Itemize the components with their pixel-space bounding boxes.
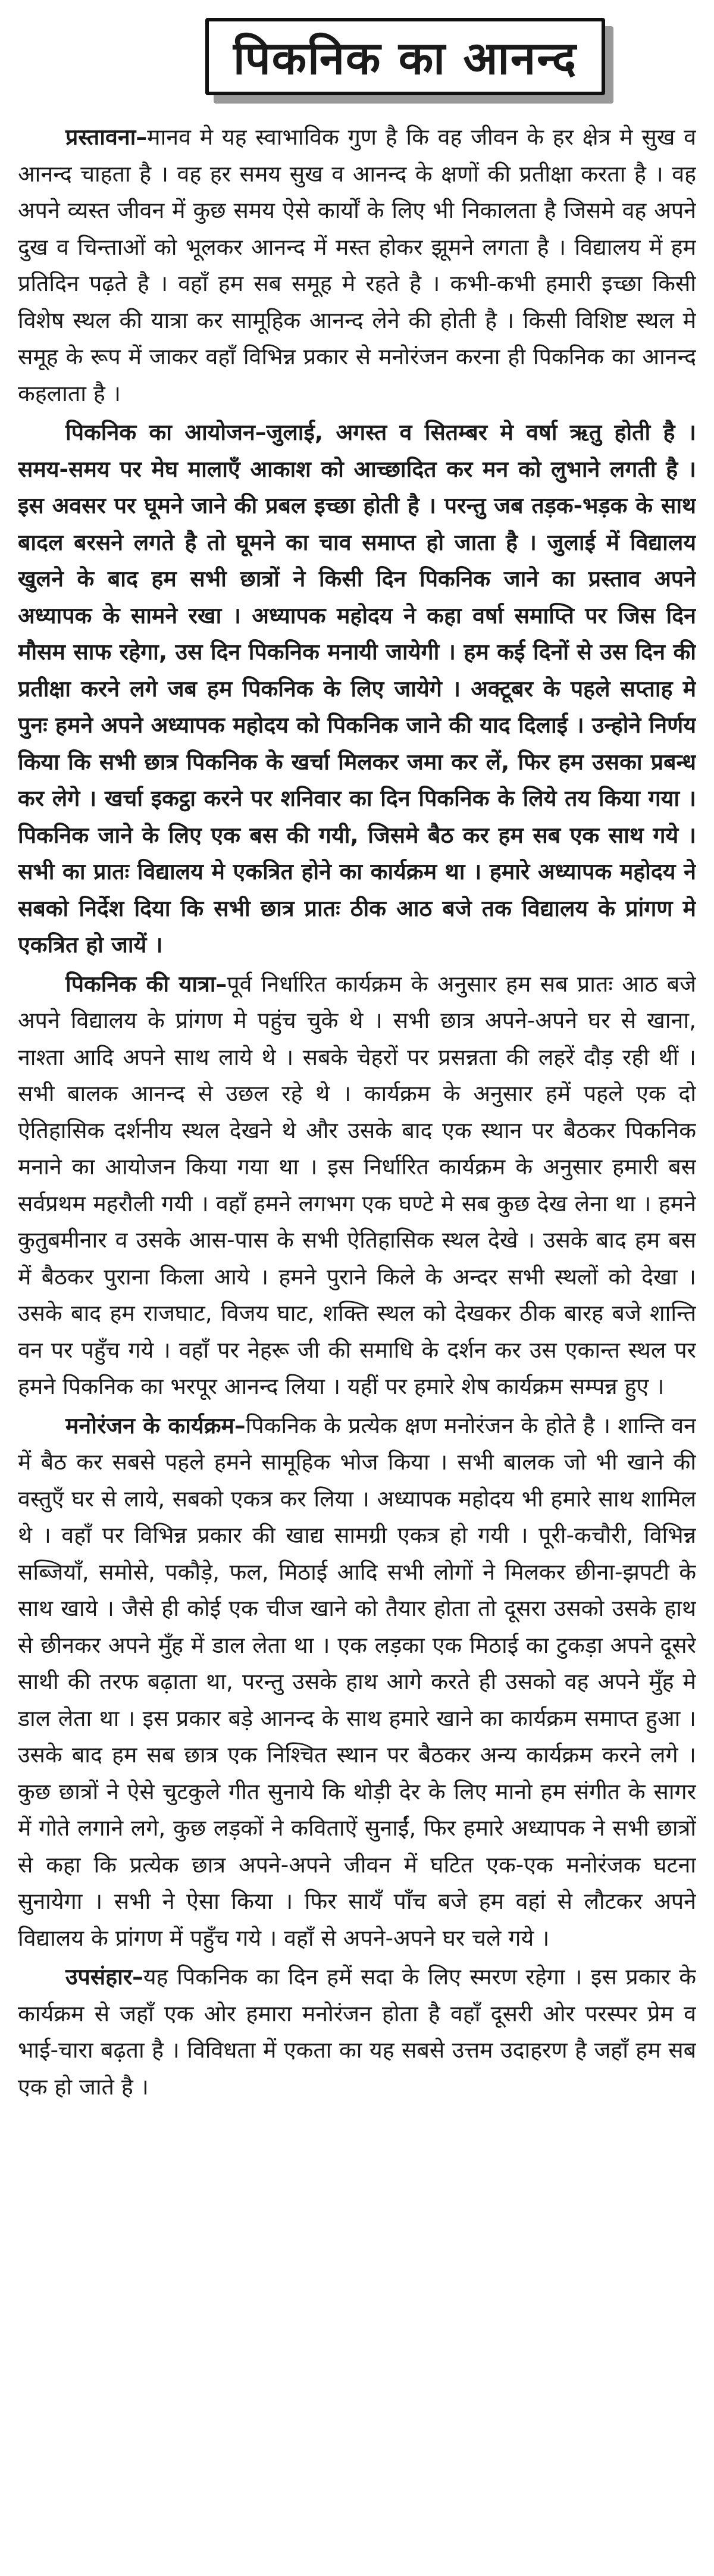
section-heading: पिकनिक का आयोजन– <box>65 419 267 445</box>
paragraph-entertainment <box>18 1408 696 1957</box>
paragraph-introduction <box>18 119 696 412</box>
paragraph-organization <box>18 414 696 964</box>
section-heading: उपसंहार– <box>65 1964 143 1990</box>
title-area <box>0 0 714 113</box>
section-heading: मनोरंजन के कार्यक्रम– <box>65 1412 246 1439</box>
paragraph-text: जुलाई, अगस्त व सितम्बर मे वर्षा ऋतु होती है । समय-समय पर मेघ मालाएँ आकाश को आच्छादित कर मन को लुभाने लगती है । इस अवसर पर घूमने जाने की प्रबल इच्छा होती है । परन्तु जब तड़क-भड़क के साथ बादल बरसने लगते है तो घूमने का चाव समाप्त हो जाता है । जुलाई में विद्यालय खुलने के बाद हम सभी छात्रों ने किसी दिन पिकनिक जाने का प्रस्ताव अपने अध्यापक के सामने रखा । अध्यापक महोदय ने कहा वर्षा समाप्ति पर जिस दिन मौसम साफ रहेगा, उस दिन पिकनिक मनायी जायेगी । हम कई दिनों से उस दिन की प्रतीक्षा करने लगे जब हम पिकनिक के लिए जायेगे । अक्टूबर के पहले सप्ताह मे पुनः हमने अपने अध्यापक महोदय को पिकनिक जाने की याद दिलाई । उन्होने निर्णय किया कि सभी छात्र पिकनिक के खर्चा मिलकर जमा कर लें, फिर हम उसका प्रबन्ध कर लेगे । खर्चा इकट्ठा करने पर शनिवार का दिन पिकनिक के लिये तय किया गया । पिकनिक जाने के लिए एक बस की गयी, जिसमे बैठ कर हम सब एक साथ गये । सभी का प्रातः विद्यालय मे एकत्रित होने का कार्यक्रम था । हमारे अध्यापक महोदय ने सबको निर्देश दिया कि सभी छात्र प्रातः ठीक आठ बजे तक विद्यालय के प्रांगण मे एकत्रित हो जायें । <box>18 419 696 958</box>
paragraph-text: मानव मे यह स्वाभाविक गुण है कि वह जीवन के हर क्षेत्र मे सुख व आनन्द चाहता है । वह हर समय सुख व आनन्द के क्षणों की प्रतीक्षा करता है । वह अपने व्यस्त जीवन में कुछ समय ऐसे कार्यों के लिए भी निकालता है जिसमे वह अपने दुख व चिन्ताओं को भूलकर आनन्द में मस्त होकर झूमने लगता है । विद्यालय में हम प्रतिदिन पढ़ते है । वहाँ हम सब समूह मे रहते है । कभी-कभी हमारी इच्छा किसी विशेष स्थल की यात्रा कर सामूहिक आनन्द लेने की होती है । किसी विशिष्ट स्थल मे समूह के रूप में जाकर वहाँ विभिन्न प्रकार से मनोरंजन करना ही पिकनिक का आनन्द कहलाता है । <box>18 124 696 407</box>
page-title: पिकनिक का आनन्द <box>205 18 605 95</box>
essay-body <box>18 119 696 2559</box>
paragraph-journey <box>18 966 696 1405</box>
paragraph-text: पिकनिक के प्रत्येक क्षण मनोरंजन के होते है । शान्ति वन में बैठ कर सबसे पहले हमने सामूहिक भोज किया । सभी बालक जो भी खाने की वस्तुएँ घर से लाये, सबको एकत्र कर लिया । अध्यापक महोदय भी हमारे साथ शामिल थे । वहाँ पर विभिन्न प्रकार की खाद्य सामग्री एकत्र हो गयी । पूरी-कचौरी, विभिन्न सब्जियाँ, समोसे, पकौड़े, फल, मिठाई आदि सभी लोगों ने मिलकर छीना-झपटी के साथ खाये । जैसे ही कोई एक चीज खाने को तैयार होता तो दूसरा उसको उसके हाथ से छीनकर अपने मुँह में डाल लेता था । एक लड़का एक मिठाई का टुकड़ा अपने दूसरे साथी की तरफ बढ़ाता था, परन्तु उसके हाथ आगे करते ही उसको वह अपने मुँह मे डाल लेता था । इस प्रकार बड़े आनन्द के साथ हमारे खाने का कार्यक्रम समाप्त हुआ । उसके बाद हम सब छात्र एक निश्चित स्थान पर बैठकर अन्य कार्यक्रम करने लगे । कुछ छात्रों ने ऐसे चुटकुले गीत सुनाये कि थोड़ी देर के लिए मानो हम संगीत के सागर में गोते लगाने लगे, कुछ लड़कों ने कविताऐं सुनाईं, फिर हमारे अध्यापक ने सभी छात्रों से कहा कि प्रत्येक छात्र अपने-अपने जीवन में घटित एक-एक मनोरंजक घटना सुनायेगा । सभी ने ऐसा किया । फिर सायँ पाँच बजे हम वहां से लौटकर अपने विद्यालय के प्रांगण में पहुँच गये । वहाँ से अपने-अपने घर चले गये । <box>18 1412 696 1951</box>
section-heading: पिकनिक की यात्रा– <box>65 970 227 997</box>
paragraph-conclusion <box>18 1959 696 2105</box>
paragraph-text: यह पिकनिक का दिन हमें सदा के लिए स्मरण रहेगा । इस प्रकार के कार्यक्रम से जहाँ एक ओर हमारा मनोरंजन होता है वहाँ दूसरी ओर परस्पर प्रेम व भाई-चारा बढ़ता है । विविधता में एकता का यह सबसे उत्तम उदाहरण है जहाँ हम सब एक हो जाते है । <box>18 1964 696 2100</box>
paragraph-text: पूर्व निर्धारित कार्यक्रम के अनुसार हम सब प्रातः आठ बजे अपने विद्यालय के प्रांगण मे पहुंच चुके थे । सभी छात्र अपने-अपने घर से खाना, नाश्ता आदि अपने साथ लाये थे । सबके चेहरों पर प्रसन्नता की लहरें दौड़ रही थीं । सभी बालक आनन्द से उछल रहे थे । कार्यक्रम के अनुसार हमें पहले एक दो ऐतिहासिक दर्शनीय स्थल देखने थे और उसके बाद एक स्थान पर बैठकर पिकनिक मनाने का आयोजन किया गया था । इस निर्धारित कार्यक्रम के अनुसार हमारी बस सर्वप्रथम महरौली गयी । वहाँ हमने लगभग एक घण्टे मे सब कुछ देख लेना था । हमने कुतुबमीनार व उसके आस-पास के सभी ऐतिहासिक स्थल देखे । उसके बाद हम बस में बैठकर पुराना किला आये । हमने पुराने किले के अन्दर सभी स्थलों को देखा । उसके बाद हम राजघाट, विजय घाट, शक्ति स्थल को देखकर ठीक बारह बजे शान्ति वन पर पहुँच गये । वहाँ पर नेहरू जी की समाधि के दर्शन कर उस एकान्त स्थल पर हमने पिकनिक का भरपूर आनन्द लिया । यहीं पर हमारे शेष कार्यक्रम सम्पन्न हुए । <box>18 970 696 1399</box>
section-heading: प्रस्तावना– <box>65 124 148 150</box>
